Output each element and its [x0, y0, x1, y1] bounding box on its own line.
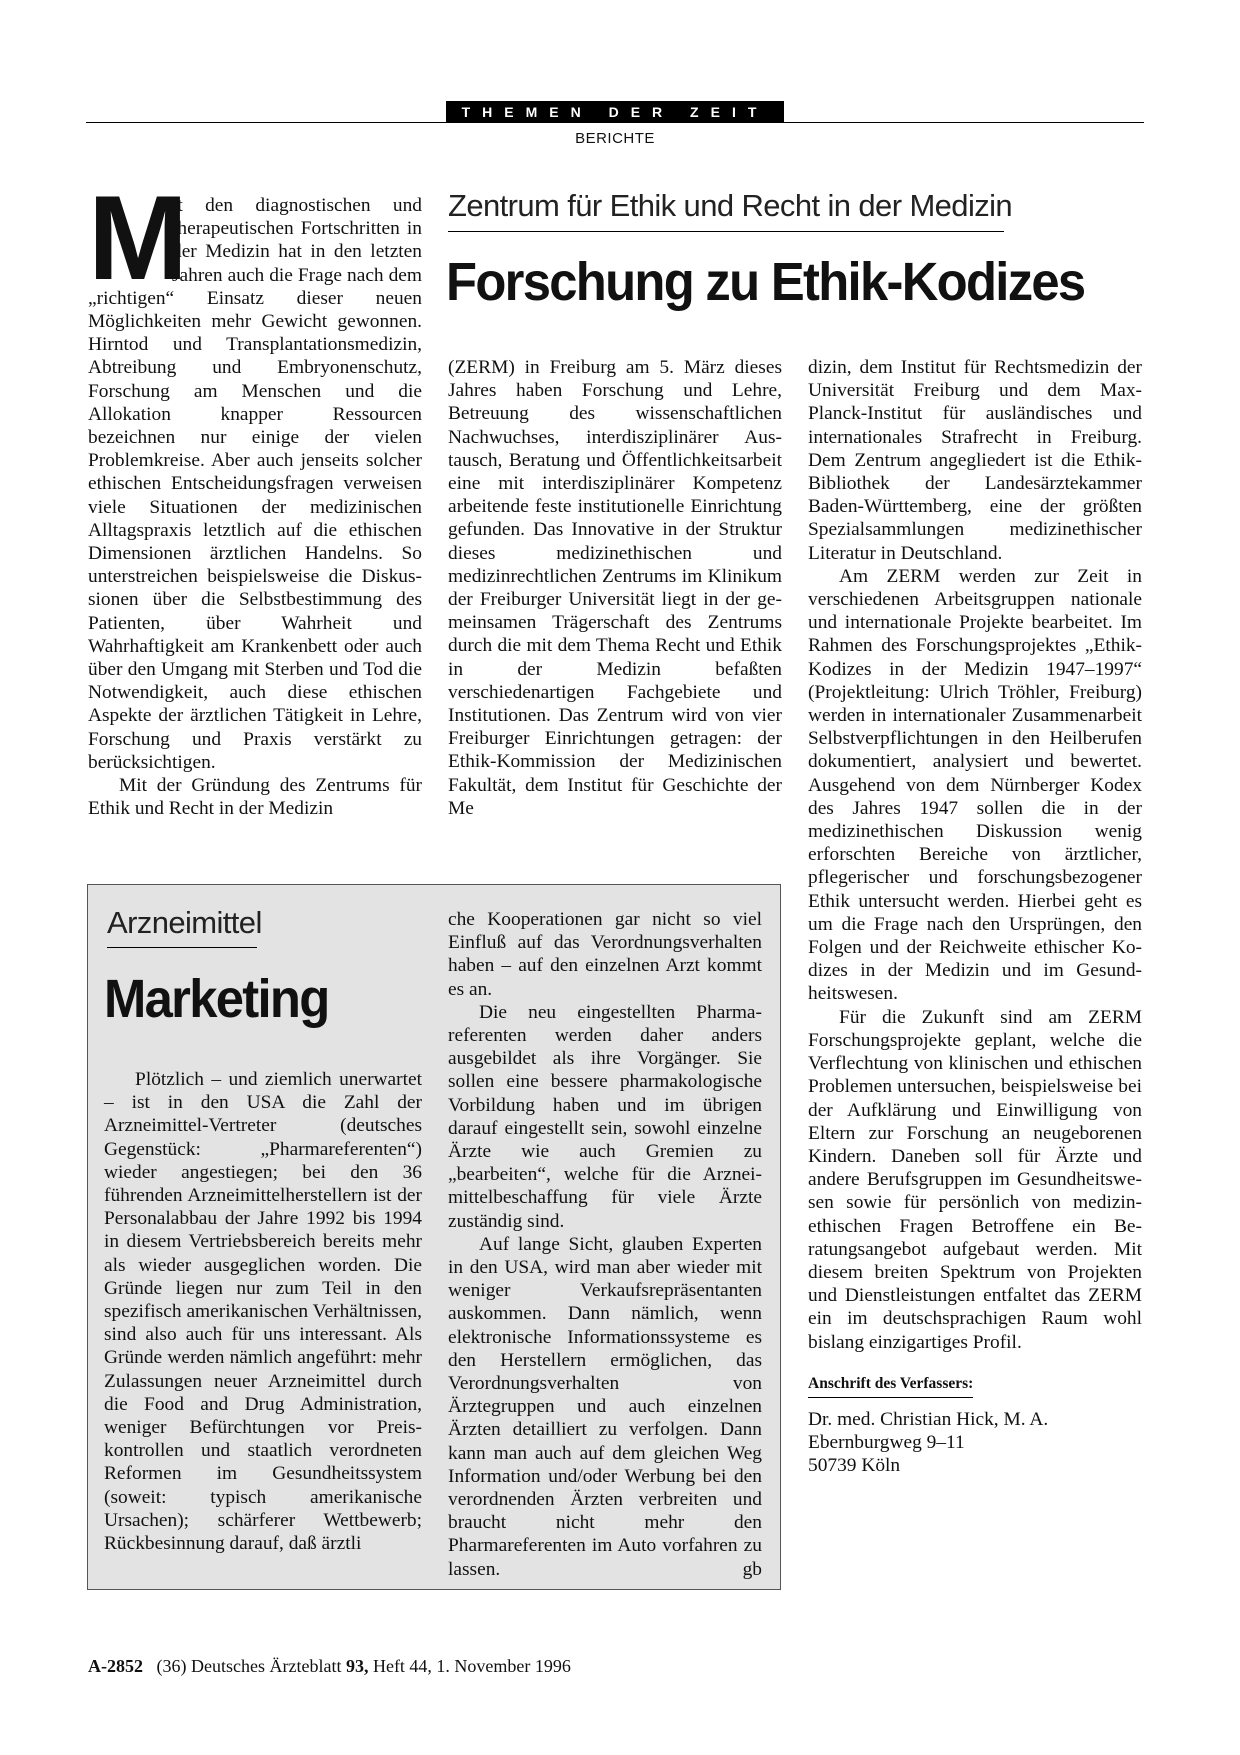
article-column-1	[88, 171, 422, 820]
box-column-2	[448, 908, 762, 1581]
box-paragraph: che Kooperationen gar nicht so viel Einfluß auf das Verordnungsverhalten haben – auf den einzelnen Arzt kommt es an.	[448, 909, 762, 1000]
footer-page-number: A-2852	[88, 1656, 143, 1676]
article-paragraph: Für die Zukunft sind am ZERM Forschungsprojekte geplant, welche die Verflechtung von klinischen und ethischen Problemen untersuchen, beispielsweise bei der Aufklärung und Einwilligung von Eltern zur Forschung an neugeborenen Kindern. Daneben soll für Ärzte und andere Berufsgruppen im Gesundheitswesen sowie für persönlich von medizinethischen Fragen Betroffene ein Beratungsangebot aufgebaut werden. Mit diesem breiten Spektrum von Projekten und Dienstleistungen entfaltet das ZERM ein im deutschsprachigen Raum wohl bislang einzigartiges Profil.	[808, 1006, 1142, 1353]
kicker-rule	[448, 231, 1004, 232]
footer-journal: Deutsches Ärzteblatt	[191, 1656, 342, 1676]
section-band: THEMEN DER ZEIT	[446, 101, 784, 123]
box-paragraph	[448, 1233, 762, 1581]
article-paragraph: Mit der Gründung des Zentrums für Ethik und Recht in der Medizin	[88, 775, 422, 820]
address-line: 50739 Köln	[808, 1455, 901, 1477]
box-paragraph-text: Auf lange Sicht, glauben Experten in den USA, wird man aber wieder mit weniger Verkaufsrepräsentanten auskommen. Dann nämlich, wenn elektronische Informationssysteme es den Herstellern ermöglichen, das Verordnungsverhalten von Ärztegruppen und auch einzelnen Ärzten detailliert zu verfolgen. Dann kann man auch auf dem gleichen Weg Information und/oder Werbung bei den verordnenden Ärzten verbreiten und braucht nicht mehr den Pharmareferenten im Auto vorfahren zu lassen.	[448, 1233, 762, 1580]
article-paragraph: it den diagnostischen und therapeutischen Fortschritten in der Medizin hat in den letzten Jahren auch die Frage nach dem „richtigen“ Einsatz dieser neuen Möglichkeiten mehr Gewicht gewonnen. Hirntod und Transplantationsmedizin, Abtreibung und Embryonenschutz, Forschung am Menschen und die Allokation knapper Ressourcen bezeichnen nur einige der vielen Problemkreise. Aber auch jenseits solcher ethischen Entscheidungsfragen verweisen viele Situationen der medizinischen Alltagspraxis letztlich auf die ethischen Dimensionen ärztlichen Handelns. So unterstreichen beispielsweise die Diskussionen über die Selbstbestimmung des Patienten, über Wahrheit und Wahrhaftigkeit am Krankenbett oder auch über den Umgang mit Sterben und Tod die Notwendigkeit, auch diese ethischen Aspekte der ärztlichen Tätigkeit in Lehre, Forschung und Praxis verstärkt zu berücksichtigen.	[88, 195, 422, 773]
header-rule	[86, 122, 1144, 123]
section-subtitle: BERICHTE	[575, 130, 655, 147]
box-paragraph: Die neu eingestellten Pharmareferenten werden daher anders ausgebildet als ihre Vorgänger. Sie sollen eine bessere pharmakologische Vorbildung haben und im übrigen darauf eingestellt sein, sowohl einzelne Ärzte wie auch Gremien zu „bearbeiten“, welche für die Arzneimittelbeschaffung für viele Ärzte zuständig sind.	[448, 1001, 762, 1232]
article-kicker: Zentrum für Ethik und Recht in der Medizin	[448, 188, 1013, 223]
page-footer	[88, 1656, 888, 1677]
footer-issue: Heft 44, 1. November 1996	[372, 1656, 571, 1676]
footer-issue-page: (36)	[156, 1656, 187, 1676]
address-line: Ebernburgweg 9–11	[808, 1432, 965, 1454]
article-paragraph: Am ZERM werden zur Zeit in verschiedenen Arbeitsgruppen nationale und internationale Projekte bearbeitet. Im Rahmen des Forschungsprojektes „Ethik-Kodizes in der Medizin 1947–1997“ (Projektleitung: Ulrich Tröhler, Freiburg) werden in internationaler Zusammenarbeit Selbstverpflichtungen in den Heilberufen dokumentiert, analysiert und bewertet. Ausgehend von dem Nürnberger Kodex des Jahres 1947 sollen die in der medizinethischen Diskussion wenig erforschten Bereiche von ärztlicher, pflegerischer und forschungsbezogener Ethik untersucht werden. Hierbei geht es um die Frage nach den Ursprüngen, den Folgen und der Reichweite ethischer Kodizes in der Medizin und im Gesundheitswesen.	[808, 565, 1142, 1005]
article-column-2	[448, 356, 782, 820]
article-column-3	[808, 356, 1142, 1478]
box-headline: Marketing	[104, 969, 329, 1029]
address-heading: Anschrift des Verfassers:	[808, 1372, 973, 1398]
article-paragraph: dizin, dem Institut für Rechtsmedizin der Universität Freiburg und dem Max-Planck-Institut für ausländisches und internationales Strafrecht in Freiburg. Dem Zentrum angegliedert ist die Ethik-Bibliothek der Landesärztekammer Baden-Württemberg, eine der größten Spezialsammlungen medizinethischer Literatur in Deutschland.	[808, 357, 1142, 564]
article-paragraph: (ZERM) in Freiburg am 5. März dieses Jahres haben Forschung und Lehre, Betreuung des wissenschaftlichen Nachwuchses, interdisziplinärer Austausch, Beratung und Öffentlichkeitsarbeit eine mit interdisziplinärer Kompetenz arbeitende feste institutionelle Einrichtung gefunden. Das Innovative in der Struktur dieses medizinethischen und medizinrechtlichen Zentrums im Klinikum der Freiburger Universität liegt in der gemeinsamen Trägerschaft des Zentrums durch die mit dem Thema Recht und Ethik in der Medizin befaßten verschiedenartigen Fachgebiete und Institutionen. Das Zentrum wird von vier Freiburger Einrichtungen getragen: der Ethik-Kommission der Medizinischen Fakultät, dem Institut für Geschichte der Me	[448, 357, 782, 819]
box-kicker: Arzneimittel	[107, 905, 262, 940]
drop-cap: M	[88, 171, 184, 305]
author-signature: gb	[742, 1558, 762, 1580]
address-line: Dr. med. Christian Hick, M. A.	[808, 1408, 1049, 1430]
box-kicker-rule	[107, 947, 257, 948]
box-column-1	[104, 1068, 422, 1555]
footer-volume: 93,	[345, 1656, 369, 1676]
box-paragraph: Plötzlich – und ziemlich unerwartet – ist in den USA die Zahl der Arzneimittel-Vertreter (deutsches Gegenstück: „Pharmareferenten“) wieder angestiegen; bei den 36 führenden Arzneimittelherstellern ist der Personalabbau der Jahre 1992 bis 1994 in diesem Vertriebsbereich bereits mehr als wieder ausgeglichen worden. Die Gründe liegen nur zum Teil in den spezifisch amerikanischen Verhältnissen, sind also auch für uns interessant. Als Gründe werden nämlich angeführt: mehr Zulassungen neuer Arzneimittel durch die Food and Drug Administration, weniger Befürchtungen vor Preiskontrollen und staatlich verordneten Reformen im Gesundheitssystem (soweit: typisch amerikanische Ursachen); schärferer Wettbewerb; Rückbesinnung darauf, daß ärztli	[104, 1069, 422, 1555]
article-headline: Forschung zu Ethik-Kodizes	[446, 252, 1085, 312]
